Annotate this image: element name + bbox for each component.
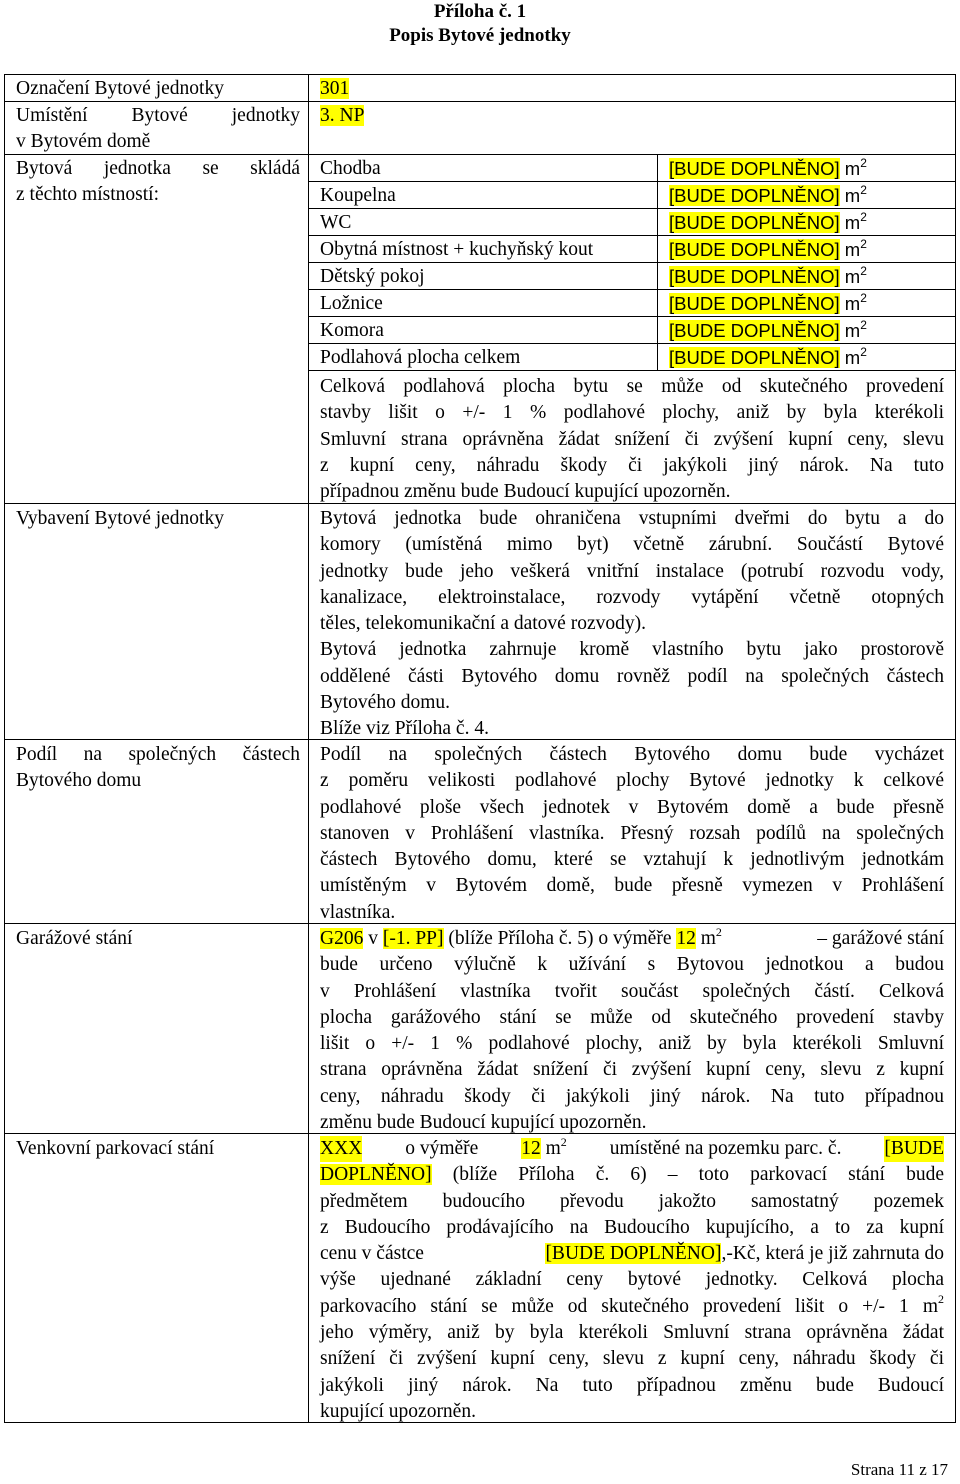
room-name: Chodba: [320, 158, 381, 179]
parking-line-7: parkovacího stání se může od skutečného provedení lišit o +/- 1 $m^2$: [320, 1292, 944, 1317]
table-rule: [308, 74, 309, 1423]
room-rule: [657, 154, 658, 371]
table-rule: [955, 74, 956, 1423]
annex-title: Příloha č. 1: [433, 1, 527, 22]
garage-first-line: G206 v [-1. PP] (blíže Příloha č. 5) o výměře 12 $m^2$ – garážové stání: [320, 924, 944, 949]
room-area: [BUDE DOPLNĚNO] $m^2$: [669, 155, 867, 179]
room-area: [BUDE DOPLNĚNO] $m^2$: [669, 182, 867, 206]
common-share-text: Podíl na společných částech Bytového domu bude vycházet z poměru velikosti podlahové plochy Bytové jednotky k celkové podlahové ploše všech jednotek v Bytovém domě a bude přesně stanoven v Prohlášení vlastníka. Přesný rozsah podílů na společných částech Bytového domu, které se vztahují k jednotlivým jednotkám umístěným v Bytovém domě, bude přesně vymezen v Prohlášení vlastníka.: [320, 744, 944, 923]
parking-text: XXX o výměře 12 $m^2$ umístěné na pozemku parc. č. [BUDE DOPLNĚNO] (blíže Příloha č. 6) – toto parkovací stání bude předmětem budoucího převodu jakožto samostatný pozemek z Budoucího prodávajícího na Budoucího kupujícího, a to za kupní cenu v částce [BUDE DOPLNĚNO],-Kč, která je již zahrnuta do výše ujednané základní ceny bytové jednotky. Celková plocha parkovacího stání se může od skutečného provedení lišit o +/- 1 $m^2$ jeho výměry, aniž by byla kterékoli Smluvní strana oprávněna žádat snížení či zvýšení kupní ceny, slevu z kupní ceny, náhradu škody či jakýkoli jiný nárok. Na tuto případnou změnu bude Budoucí kupující upozorněn.: [320, 1134, 944, 1422]
label-equipment: Vybavení Bytové jednotky: [16, 508, 224, 529]
room-area: [BUDE DOPLNĚNO] $m^2$: [669, 263, 867, 287]
label-unit-designation: Označení Bytové jednotky: [16, 78, 224, 99]
label-garage: Garážové stání: [16, 928, 133, 949]
label-unit-location-line2: v Bytovém domě: [16, 131, 151, 152]
label-rooms: Bytová jednotka se skládá: [16, 158, 300, 179]
document-title: Popis Bytové jednotky: [389, 25, 571, 46]
table-rule: [4, 74, 5, 1423]
room-name: Koupelna: [320, 185, 396, 206]
parking-line-1: XXX o výměře 12 $m^2$ umístěné na pozemku parc. č. [BUDE: [320, 1136, 944, 1162]
label-common-share-line2: Bytového domu: [16, 770, 142, 791]
room-name: WC: [320, 212, 352, 233]
room-name: Podlahová plocha celkem: [320, 347, 521, 368]
room-name: Dětský pokoj: [320, 266, 425, 287]
label-unit-location: Umístění Bytové jednotky: [16, 105, 300, 126]
label-parking: Venkovní parkovací stání: [16, 1138, 215, 1159]
equipment-text: Bytová jednotka bude ohraničena vstupními dveřmi do bytu a do komory (umístěná mimo byt) včetně zárubní. Součástí Bytové jednotky bude jeho veškerá vnitřní instalace (potrubí rozvodu vody, kanalizace, elektroinstalace, rozvody vytápění včetně otopných těles, telekomunikační a datové rozvody). Bytová jednotka zahrnuje kromě vlastního bytu jako prostorově oddělené části Bytového domu rovněž podíl na společných částech Bytového domu. Blíže viz Příloha č. 4.: [320, 508, 944, 740]
label-rooms-line2: z těchto místností:: [16, 184, 159, 205]
room-area: [BUDE DOPLNĚNO] $m^2$: [669, 317, 867, 341]
table-rule: [4, 74, 956, 75]
area-tolerance-note: Celková podlahová plocha bytu se může od skutečného provedení stavby lišit o +/- 1 % podlahové plochy, aniž by byla kterékoli Smluvní strana oprávněna žádat snížení či zvýšení kupní ceny, slevu z kupní ceny, náhradu škody či jakýkoli jiný nárok. Na tuto případnou změnu bude Budoucí kupující upozorněn.: [320, 376, 944, 503]
garage-text: G206 v [-1. PP] (blíže Příloha č. 5) o výměře 12 $m^2$ – garážové stání bude určeno výlučně k užívání s Bytovou jednotkou a budou v Prohlášení vlastníka tvořit součást společných částí. Celková plocha garážového stání se může od skutečného provedení stavby lišit o +/- 1 % podlahové plochy, aniž by byla kterékoli Smluvní strana oprávněna žádat snížení či zvýšení kupní ceny, slevu z kupní ceny, náhradu škody či jakýkoli jiný nárok. Na tuto případnou změnu bude Budoucí kupující upozorněn.: [320, 924, 944, 1134]
room-area: [BUDE DOPLNĚNO] $m^2$: [669, 344, 867, 368]
room-area: [BUDE DOPLNĚNO] $m^2$: [669, 236, 867, 260]
room-area: [BUDE DOPLNĚNO] $m^2$: [669, 290, 867, 314]
page-number: Strana 11 z 17: [850, 1460, 948, 1479]
room-area: [BUDE DOPLNĚNO] $m^2$: [669, 209, 867, 233]
room-name: Ložnice: [320, 293, 383, 314]
parking-price-line: cenu v částce [BUDE DOPLNĚNO],-Kč, která je již zahrnuta do: [320, 1243, 944, 1265]
unit-designation-value: 301: [320, 78, 350, 99]
unit-location-value: 3. NP: [320, 105, 365, 126]
parking-line-2: DOPLNĚNO] (blíže Příloha č. 6) – toto parkovací stání bude: [320, 1164, 944, 1186]
room-name: Obytná místnost + kuchyňský kout: [320, 239, 594, 260]
room-name: Komora: [320, 320, 384, 341]
label-common-share: Podíl na společných částech: [16, 744, 300, 765]
